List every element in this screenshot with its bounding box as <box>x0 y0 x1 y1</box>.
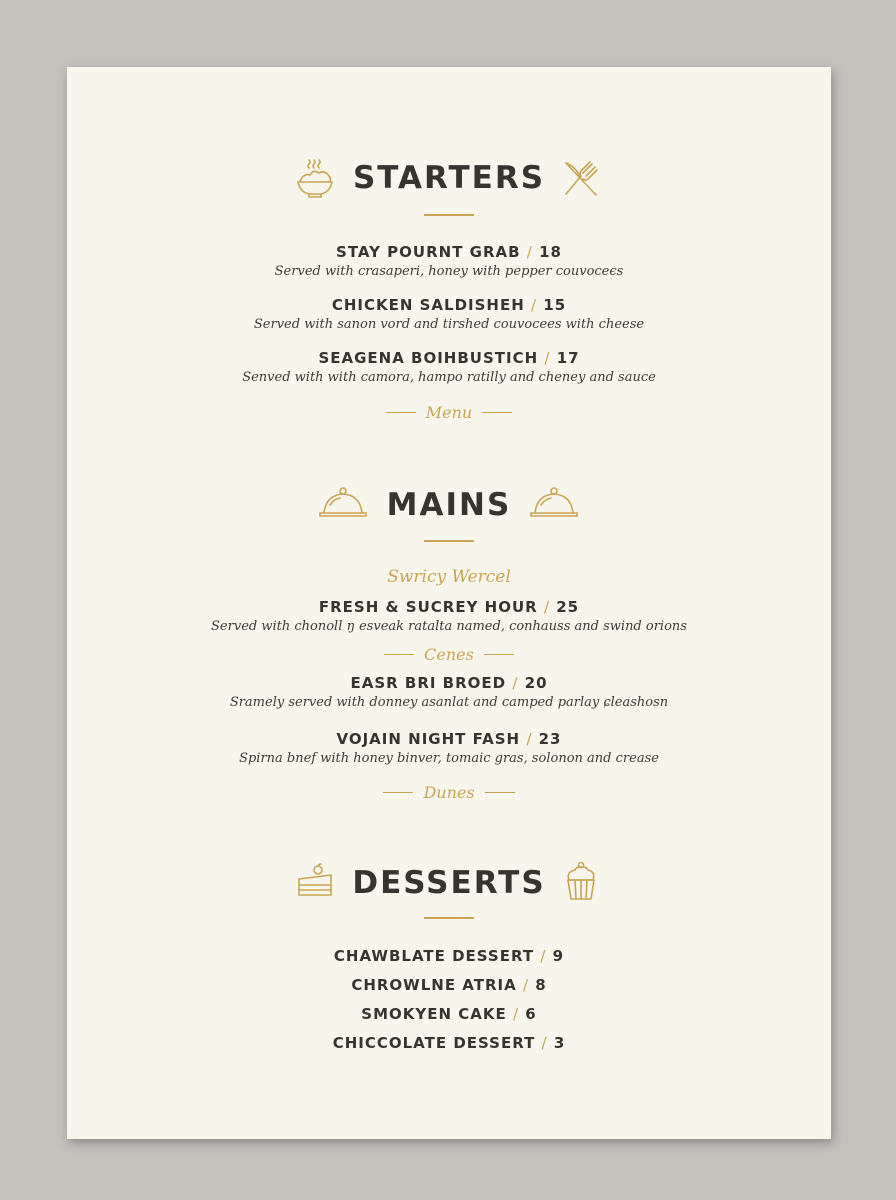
item-name: CHICCOLATE DESSERT <box>332 1034 536 1052</box>
menu-item: VOJAIN NIGHT FASH / 23 Spirna bnef with honey binver, tomaic gras, solonon and crease <box>67 729 831 768</box>
item-price: 25 <box>556 598 580 616</box>
menu-item: CHICKEN SALDISHEH / 15 Served with sanon vord and tirshed couvocees with cheese <box>67 295 831 334</box>
item-description: Senved with with camora, hampo ratilly and cheney and sauce <box>242 370 656 385</box>
cupcake-icon <box>564 860 598 902</box>
item-name: SMOKYEN CAKE <box>361 1005 507 1023</box>
item-name: CHROWLNE ATRIA <box>351 976 517 994</box>
menu-item: STAY POURNT GRAB / 18 Served with crasaperi, honey with pepper couvoceєs <box>67 242 831 281</box>
item-price: 20 <box>524 674 548 692</box>
script-divider <box>67 403 831 422</box>
script-divider <box>67 783 831 802</box>
cloche-icon <box>529 485 579 521</box>
item-price: 17 <box>556 349 580 367</box>
item-description: Spirna bnef with honey binver, tomaic gras, solonon and crease <box>239 751 659 766</box>
item-price: 23 <box>538 730 562 748</box>
item-name: SEAGENA BOIHBUSTICH <box>318 349 539 367</box>
accent-rule <box>424 540 474 542</box>
item-price: 15 <box>543 296 567 314</box>
item-description: Served with sanon vord and tirshed couvocees with cheese <box>253 317 645 332</box>
fork-knife-icon <box>562 159 602 199</box>
item-name: CHAWBLATE DESSERT <box>333 947 535 965</box>
item-description: Sramely served with donney asanlat and camped parlay ɕleashosn <box>229 695 669 710</box>
item-price: 6 <box>525 1005 537 1023</box>
mains-heading <box>67 485 831 525</box>
accent-rule <box>424 917 474 919</box>
item-name: EASR BRI BROED <box>350 674 507 692</box>
accent-rule <box>424 214 474 216</box>
divider-label: Dunes <box>423 783 475 802</box>
section-title: MAINS <box>386 487 512 523</box>
item-description: Served with chonoll ŋ esveak ratalta named, conhauss and swind orions <box>211 619 687 634</box>
item-name: VOJAIN NIGHT FASH <box>336 730 521 748</box>
script-divider <box>67 645 831 664</box>
divider-label: Menu <box>425 403 473 422</box>
dessert-item: CHAWBLATE DESSERT / 9 <box>333 947 565 965</box>
item-price: 3 <box>553 1034 566 1052</box>
menu-item: EASR BRI BROED / 20 Sramely served with donney asanlat and camped parlay ɕleashosn <box>67 673 831 712</box>
starters-heading <box>67 158 831 198</box>
section-title: STARTERS <box>352 160 546 196</box>
item-price: 8 <box>535 976 547 994</box>
desserts-heading <box>67 863 831 903</box>
section-title: DESSERTS <box>352 865 546 901</box>
item-name: CHICKEN SALDISHEH <box>331 296 525 314</box>
dessert-item: CHROWLNE ATRIA / 8 <box>351 976 547 994</box>
menu-item: FRESH & SUCREY HOUR / 25 Served with chonoll ŋ esveak ratalta named, conhauss and swind orions <box>67 597 831 636</box>
divider-label: Cenes <box>424 645 474 664</box>
dessert-item: CHICCOLATE DESSERT / 3 <box>332 1034 566 1052</box>
item-price: 9 <box>552 947 565 965</box>
menu-card <box>67 67 831 1139</box>
menu-item: SEAGENA BOIHBUSTICH / 17 Senved with with camora, hampo ratilly and cheney and sauce <box>67 348 831 387</box>
script-subtitle: Swricy Wercel <box>387 567 511 587</box>
item-name: STAY POURNT GRAB <box>336 243 521 261</box>
item-price: 18 <box>539 243 562 261</box>
dessert-item: SMOKYEN CAKE / 6 <box>361 1005 537 1023</box>
item-description: Served with crasaperi, honey with pepper couvoceєs <box>274 264 624 279</box>
item-name: FRESH & SUCREY HOUR <box>318 598 538 616</box>
